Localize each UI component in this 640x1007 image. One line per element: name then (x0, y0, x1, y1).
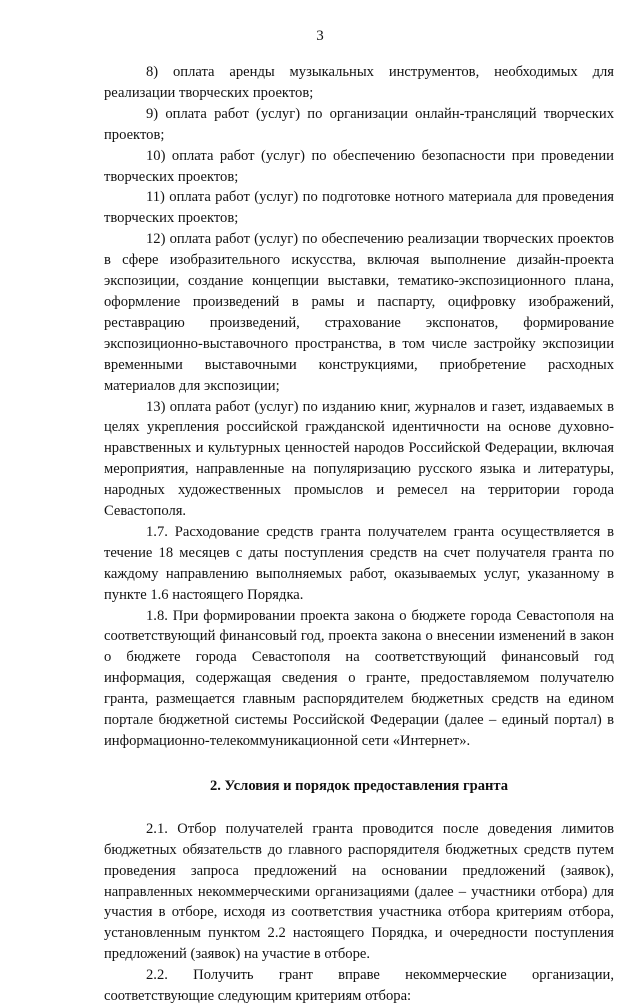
clause-1-7: 1.7. Расходование средств гранта получателем гранта осуществляется в течение 18 месяцев с даты поступления средств на счет получателя гранта по каждому направлению выполняемых работ, оказываемых услуг, указанному в пункте 1.6 настоящего Порядка. (104, 523, 614, 603)
clause-1-8: 1.8. При формировании проекта закона о бюджете города Севастополя на соответствующий финансовый год, проекта закона о внесении изменений в закон о бюджете города Севастополя на соответствующий финансовый год информация, содержащая сведения о гранте, предоставляемом получателю гранта, размещается главным распорядителем бюджетных средств на едином портале бюджетной системы Российской Федерации (далее – единый портал) в информационно-телекоммуникационной сети «Интернет». (104, 607, 614, 749)
clause-2-1: 2.1. Отбор получателей гранта проводится после доведения лимитов бюджетных обязательств до главного распорядителя бюджетных средств путем проведения запроса предложений на основании предложений (заявок), направленных некоммерческими организациями (далее – участники отбора) для участия в отборе, исходя из соответствия участника отбора критериям отбора, установленным пунктом 2.2 настоящего Порядка, и очередности поступления предложений (заявок) на участие в отборе. (104, 820, 614, 963)
list-item-11: 11) оплата работ (услуг) по подготовке нотного материала для проведения творческих проектов; (104, 189, 614, 227)
list-item-8: 8) оплата аренды музыкальных инструментов, необходимых для реализации творческих проектов; (104, 64, 614, 101)
page-number: 3 (316, 28, 324, 44)
section-heading: 2. Условия и порядок предоставления гранта (209, 777, 509, 794)
document-body (104, 62, 614, 1007)
clause-2-2: 2.2. Получить грант вправе некоммерческие организации, соответствующие следующим критериям отбора: (104, 967, 614, 1005)
list-item-12: 12) оплата работ (услуг) по обеспечению реализации творческих проектов в сфере изобразительного искусства, включая выполнение дизайн-проекта экспозиции, создание концепции выставки, тематико-экспозиционного плана, оформление произведений в рамы и паспарту, оцифровку изображений, реставрацию произведений, страхование экспонатов, формирование экспозиционно-выставочного пространства, в том числе застройку экспозиции временными выставочными конструкциями, приобретение расходных материалов для экспозиции; (104, 231, 614, 394)
list-item-13: 13) оплата работ (услуг) по изданию книг, журналов и газет, издаваемых в целях укрепления российской гражданской идентичности на основе духовно-нравственных и культурных ценностей народов Российской Федерации, включая мероприятия, направленные на популяризацию русского языка и литературы, народных художественных промыслов и ремесел на территории города Севастополя. (104, 398, 614, 520)
list-item-10: 10) оплата работ (услуг) по обеспечению безопасности при проведении творческих проектов; (104, 147, 614, 185)
list-item-9: 9) оплата работ (услуг) по организации онлайн-трансляций творческих проектов; (104, 105, 614, 143)
